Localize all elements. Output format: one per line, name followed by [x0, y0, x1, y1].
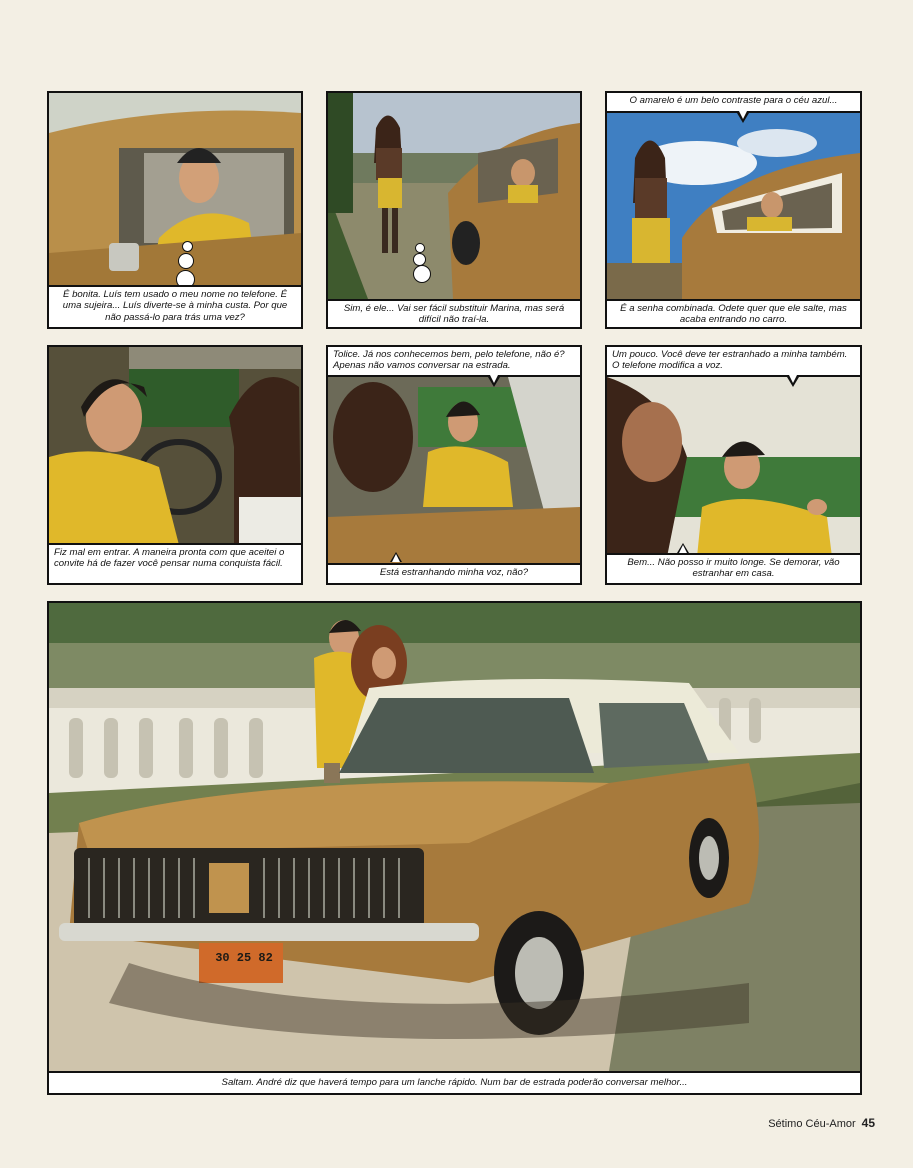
panel-5-caption: Está estranhando minha voz, não? — [328, 563, 580, 583]
panel-6-photo — [607, 377, 860, 557]
thought-bubble-dot — [178, 253, 194, 269]
panel-4-photo — [49, 347, 301, 545]
license-plate: 30 25 82 — [215, 951, 273, 965]
speech-balloon-tail — [787, 377, 799, 387]
panel-1-photo — [49, 93, 301, 289]
panel-3-photo — [607, 113, 860, 303]
panel-7-photo — [49, 603, 860, 1071]
comic-panel-4 — [47, 345, 303, 585]
thought-bubble-dot — [413, 265, 431, 283]
panel-4-caption: Fiz mal em entrar. A maneira pronta com que aceitei o convite há de fazer você pensar numa conquista fácil. — [49, 543, 301, 583]
panel-3-top-caption: O amarelo é um belo contraste para o céu azul... — [607, 93, 860, 113]
page-footer — [768, 1116, 875, 1130]
page-number: 45 — [861, 1116, 875, 1130]
panel-2-caption: Sim, é ele... Vai ser fácil substituir Marina, mas será difícil não traí-la. — [328, 299, 580, 327]
panel-7-caption: Saltam. André diz que haverá tempo para um lanche rápido. Num bar de estrada poderão conversar melhor... — [49, 1071, 860, 1093]
thought-bubble-dot — [182, 241, 193, 252]
comic-panel-5 — [326, 345, 582, 585]
thought-bubble-dot — [415, 243, 425, 253]
panel-1-caption: É bonita. Luís tem usado o meu nome no telefone. É uma sujeira... Luís diverte-se à minha custa. Por que não passá-lo para trás uma vez? — [49, 285, 301, 327]
panel-2-photo — [328, 93, 580, 299]
panel-6-top-caption: Um pouco. Você deve ter estranhado a minha também. O telefone modifica a voz. — [607, 347, 860, 377]
panel-5-photo — [328, 377, 580, 563]
comic-panel-1 — [47, 91, 303, 329]
comic-panel-2 — [326, 91, 582, 329]
comic-panel-6 — [605, 345, 862, 585]
panel-6-caption: Bem... Não posso ir muito longe. Se demorar, vão estranhar em casa. — [607, 553, 860, 583]
comic-panel-7 — [47, 601, 862, 1095]
panel-5-top-caption: Tolice. Já nos conhecemos bem, pelo telefone, não é? Apenas não vamos conversar na estrada. — [328, 347, 580, 377]
speech-balloon-tail — [677, 543, 689, 553]
speech-balloon-tail — [390, 552, 402, 562]
thought-bubble-dot — [413, 253, 426, 266]
speech-balloon-tail — [737, 113, 749, 123]
speech-balloon-tail — [488, 377, 500, 387]
magazine-title: Sétimo Céu-Amor — [768, 1118, 856, 1130]
panel-3-caption: É a senha combinada. Odete quer que ele salte, mas acaba entrando no carro. — [607, 299, 860, 327]
comic-panel-3 — [605, 91, 862, 329]
